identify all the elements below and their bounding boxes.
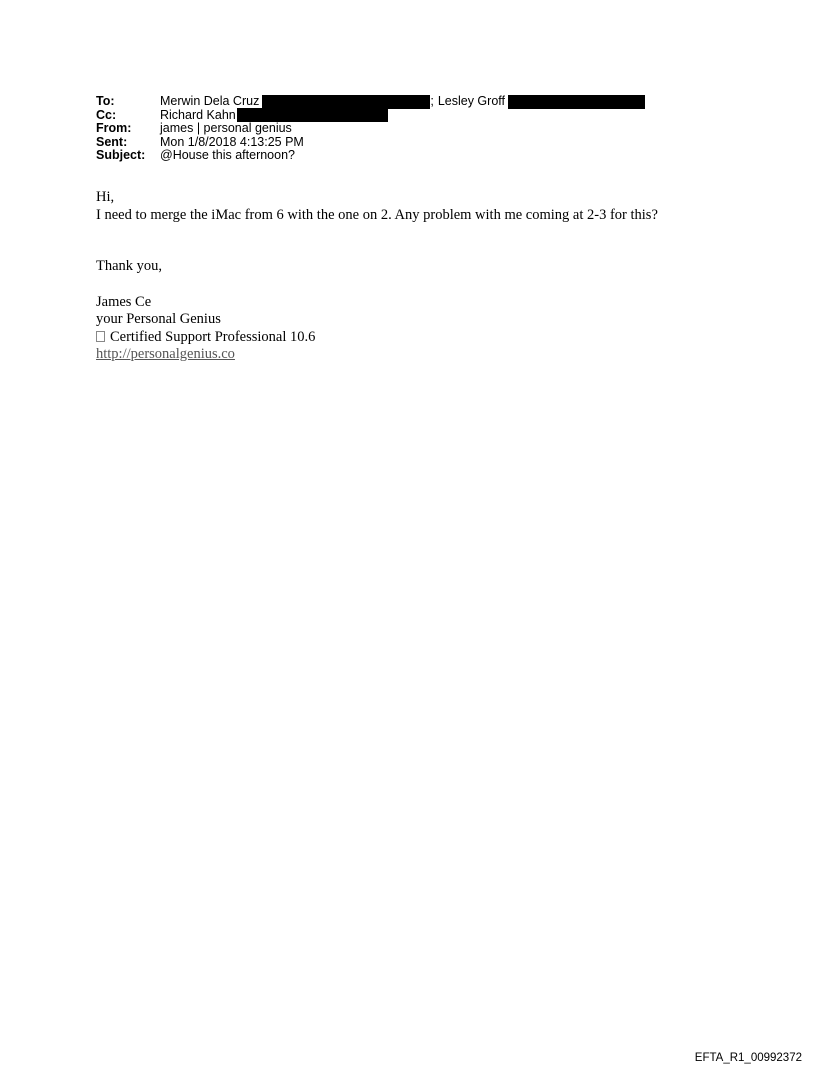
cc-label: Cc:: [96, 107, 117, 122]
to-row: [96, 95, 645, 109]
greeting: Hi,: [96, 189, 115, 205]
signature-cert: Certified Support Professional 10.6: [110, 328, 316, 345]
subject-value: @House this afternoon?: [160, 148, 295, 162]
sent-label: Sent:: [96, 134, 128, 149]
signature-link-line: [96, 346, 776, 364]
sent-value: Mon 1/8/2018 4:13:25 PM: [160, 134, 304, 149]
sent-row: [96, 136, 645, 150]
signature-title: your Personal Genius: [96, 311, 221, 327]
cc-row: [96, 109, 645, 123]
from-row: [96, 122, 645, 136]
subject-row: [96, 149, 645, 163]
redaction-block: [262, 95, 430, 109]
email-body: [96, 189, 776, 364]
redaction-block: [508, 95, 645, 109]
from-value: james | personal genius: [160, 121, 292, 135]
signature-name: James Ce: [96, 293, 152, 310]
to-label: To:: [96, 94, 115, 108]
spacer: [96, 224, 776, 258]
signature-cert-line: [96, 329, 776, 347]
spacer: [96, 276, 776, 294]
email-header: [96, 95, 645, 163]
from-label: From:: [96, 121, 132, 135]
to-recipient-1: Merwin Dela Cruz: [160, 94, 260, 108]
to-separator: ;: [430, 94, 434, 108]
document-id: EFTA_R1_00992372: [694, 1052, 802, 1064]
cc-value: Richard Kahn: [160, 107, 236, 122]
to-recipient-2: Lesley Groff: [437, 94, 505, 108]
signature-link[interactable]: http://personalgenius.co: [96, 346, 235, 362]
subject-label: Subject:: [96, 148, 146, 162]
message-text: I need to merge the iMac from 6 with the one on 2. Any problem with me coming at 2-3 for this?: [96, 206, 658, 223]
missing-glyph-icon: [96, 331, 105, 342]
closing: Thank you,: [96, 258, 163, 274]
